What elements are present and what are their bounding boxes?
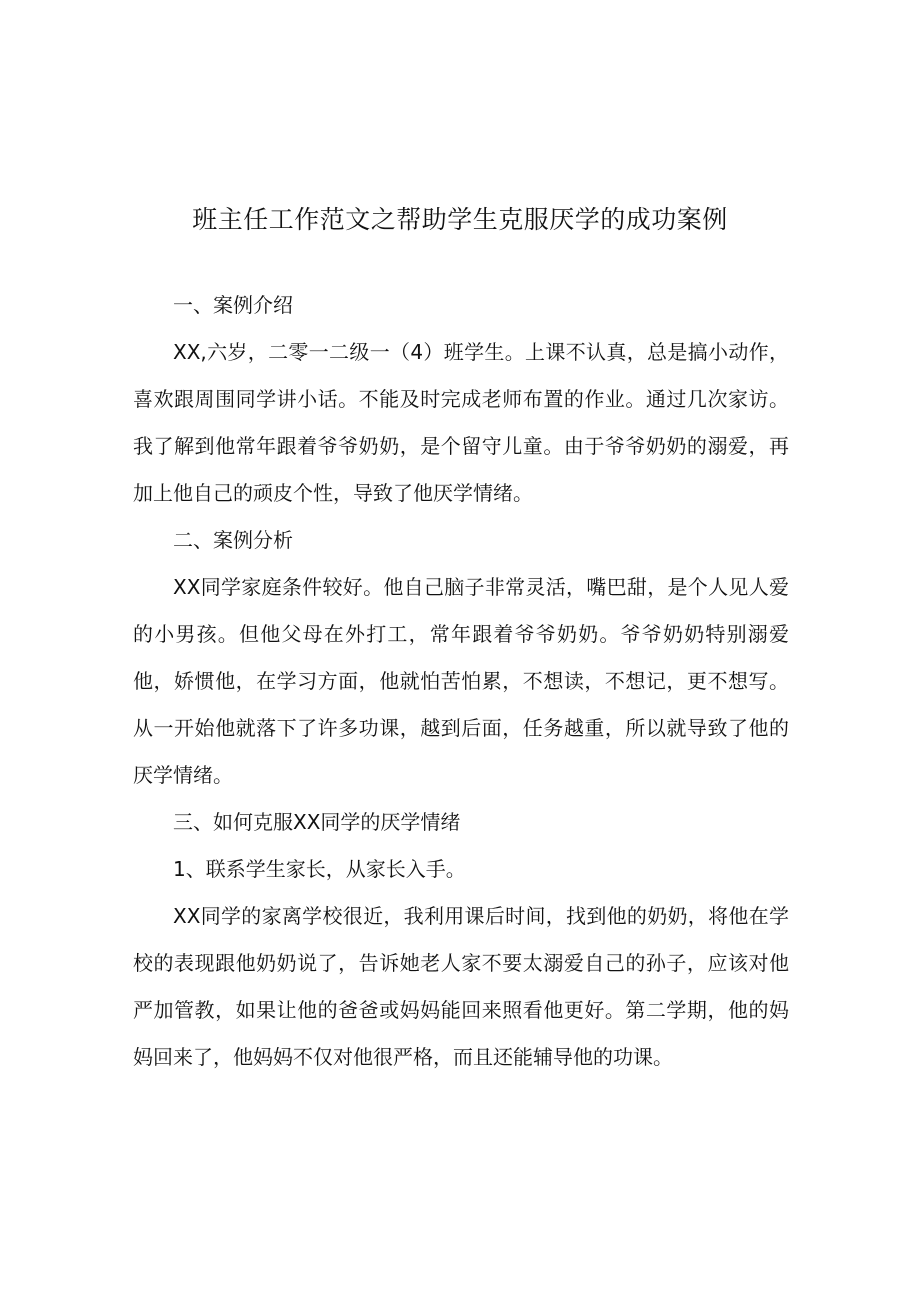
document-title: 班主任工作范文之帮助学生克服厌学的成功案例 <box>192 205 728 234</box>
section-heading-case-intro: 一、案例介绍 <box>173 293 293 317</box>
paragraph-contact-parents: XX同学的家离学校很近，我利用课后时间，找到他的奶奶，将他在学校的表现跟他奶奶说了，告诉她老人家不要太溺爱自己的孙子，应该对他严加管教，如果让他的爸爸或妈妈能回来照看他更好。第二学期，他的妈妈回来了，他妈妈不仅对他很严格，而且还能辅导他的功课。 <box>133 904 789 1069</box>
paragraph-case-analysis: XX同学家庭条件较好。他自己脑子非常灵活，嘴巴甜，是个人见人爱的小男孩。但他父母在外打工，常年跟着爷爷奶奶。爷爷奶奶特别溺爱他，娇惯他，在学习方面，他就怕苦怕累，不想读，不想记，更不想写。从一开始他就落下了许多功课，越到后面，任务越重，所以就导致了他的厌学情绪。 <box>133 575 789 787</box>
section-heading-overcome: 三、如何克服XX同学的厌学情绪 <box>173 810 461 834</box>
section-heading-case-analysis: 二、案例分析 <box>173 528 293 552</box>
subheading-contact-parents: 1、联系学生家长，从家长入手。 <box>173 857 466 881</box>
document-body <box>133 282 789 1081</box>
paragraph-case-intro: XX,六岁，二零一二级一（4）班学生。上课不认真，总是搞小动作，喜欢跟周围同学讲小话。不能及时完成老师布置的作业。通过几次家访。我了解到他常年跟着爷爷奶奶，是个留守儿童。由于爷爷奶奶的溺爱，再加上他自己的顽皮个性，导致了他厌学情绪。 <box>133 340 789 505</box>
